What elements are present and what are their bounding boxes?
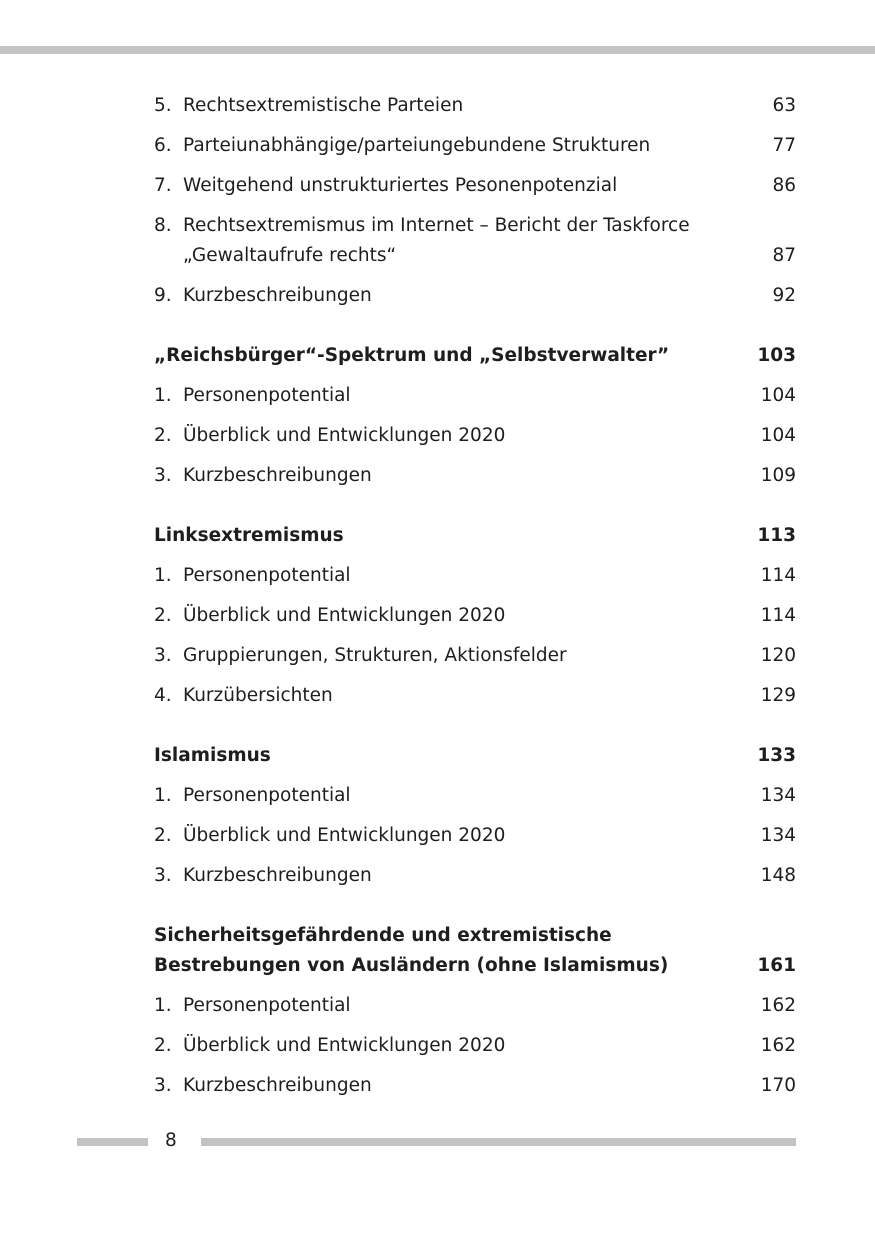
entry-page: 77 xyxy=(772,135,796,156)
toc-group xyxy=(154,916,796,1106)
toc-entry[interactable] xyxy=(154,1026,796,1066)
toc-entry[interactable] xyxy=(154,376,796,416)
entry-number: 3. xyxy=(154,645,172,666)
entry-page: 63 xyxy=(772,95,796,116)
page-number: 8 xyxy=(165,1130,177,1151)
toc-entry[interactable] xyxy=(154,416,796,456)
entry-number: 5. xyxy=(154,95,172,116)
section-page: 161 xyxy=(757,955,796,976)
toc-entry[interactable] xyxy=(154,636,796,676)
toc-group xyxy=(154,736,796,896)
toc-entry[interactable] xyxy=(154,986,796,1026)
entry-title: Personenpotential xyxy=(183,785,351,806)
entry-number: 8. xyxy=(154,215,172,236)
toc-entry[interactable] xyxy=(154,126,796,166)
entry-page: 114 xyxy=(760,605,796,626)
entry-number: 1. xyxy=(154,385,172,406)
entry-number: 7. xyxy=(154,175,172,196)
entry-page: 114 xyxy=(760,565,796,586)
toc-group xyxy=(154,86,796,316)
entry-page: 162 xyxy=(760,995,796,1016)
entry-title: Kurzbeschreibungen xyxy=(183,285,372,306)
footer-rule-right xyxy=(201,1138,796,1146)
entry-number: 1. xyxy=(154,785,172,806)
entry-page: 134 xyxy=(760,785,796,806)
entry-title: Kurzbeschreibungen xyxy=(183,465,372,486)
toc-entry[interactable] xyxy=(154,166,796,206)
entry-title: Personenpotential xyxy=(183,995,351,1016)
toc-entry[interactable] xyxy=(154,86,796,126)
section-title: Islamismus xyxy=(154,745,271,766)
entry-number: 2. xyxy=(154,605,172,626)
entry-title: Kurzübersichten xyxy=(183,685,333,706)
top-rule xyxy=(0,46,875,54)
entry-title: Überblick und Entwicklungen 2020 xyxy=(183,425,506,446)
entry-number: 3. xyxy=(154,865,172,886)
toc-entry[interactable] xyxy=(154,816,796,856)
entry-title: Personenpotential xyxy=(183,385,351,406)
toc-entry[interactable] xyxy=(154,206,796,276)
toc-group xyxy=(154,336,796,496)
section-title: „Reichsbürger“-Spektrum und „Selbstverwalter” xyxy=(154,345,670,366)
entry-title: Weitgehend unstrukturiertes Pesonenpotenzial xyxy=(183,175,618,196)
entry-page: 134 xyxy=(760,825,796,846)
entry-page: 86 xyxy=(772,175,796,196)
entry-number: 2. xyxy=(154,1035,172,1056)
entry-number: 2. xyxy=(154,825,172,846)
entry-number: 2. xyxy=(154,425,172,446)
entry-title: Kurzbeschreibungen xyxy=(183,1075,372,1096)
section-title: Linksextremismus xyxy=(154,525,344,546)
section-title: Sicherheitsgefährdende und extremistische Bestrebungen von Ausländern (ohne Islamismus) xyxy=(154,925,669,976)
entry-title: Überblick und Entwicklungen 2020 xyxy=(183,1035,506,1056)
entry-number: 6. xyxy=(154,135,172,156)
entry-page: 162 xyxy=(760,1035,796,1056)
entry-number: 1. xyxy=(154,565,172,586)
toc-entry[interactable] xyxy=(154,776,796,816)
toc-entry[interactable] xyxy=(154,556,796,596)
entry-title: Rechtsextremistische Parteien xyxy=(183,95,464,116)
entry-page: 170 xyxy=(760,1075,796,1096)
page-footer xyxy=(0,1126,875,1156)
section-page: 113 xyxy=(757,525,796,546)
entry-page: 104 xyxy=(760,425,796,446)
entry-page: 148 xyxy=(760,865,796,886)
section-page: 103 xyxy=(757,345,796,366)
toc-entry[interactable] xyxy=(154,1066,796,1106)
toc-entry[interactable] xyxy=(154,276,796,316)
entry-page: 120 xyxy=(760,645,796,666)
entry-title: Überblick und Entwicklungen 2020 xyxy=(183,825,506,846)
entry-page: 104 xyxy=(760,385,796,406)
toc-group xyxy=(154,516,796,716)
footer-rule-left xyxy=(77,1138,148,1146)
entry-page: 92 xyxy=(772,285,796,306)
entry-title: Überblick und Entwicklungen 2020 xyxy=(183,605,506,626)
table-of-contents xyxy=(154,86,796,1106)
section-page: 133 xyxy=(757,745,796,766)
toc-section-heading[interactable] xyxy=(154,336,796,376)
entry-title: Personenpotential xyxy=(183,565,351,586)
toc-entry[interactable] xyxy=(154,856,796,896)
entry-page: 109 xyxy=(760,465,796,486)
entry-title: Gruppierungen, Strukturen, Aktionsfelder xyxy=(183,645,567,666)
entry-number: 4. xyxy=(154,685,172,706)
entry-page: 87 xyxy=(772,245,796,266)
toc-entry[interactable] xyxy=(154,596,796,636)
toc-section-heading[interactable] xyxy=(154,736,796,776)
entry-number: 3. xyxy=(154,465,172,486)
entry-title: Rechtsextremismus im Internet – Bericht der Taskforce „Gewaltaufrufe rechts“ xyxy=(183,215,690,266)
entry-title: Parteiunabhängige/parteiungebundene Strukturen xyxy=(183,135,651,156)
toc-entry[interactable] xyxy=(154,456,796,496)
toc-entry[interactable] xyxy=(154,676,796,716)
toc-section-heading[interactable] xyxy=(154,516,796,556)
entry-title: Kurzbeschreibungen xyxy=(183,865,372,886)
entry-page: 129 xyxy=(760,685,796,706)
entry-number: 1. xyxy=(154,995,172,1016)
entry-number: 9. xyxy=(154,285,172,306)
toc-section-heading[interactable] xyxy=(154,916,796,986)
entry-number: 3. xyxy=(154,1075,172,1096)
